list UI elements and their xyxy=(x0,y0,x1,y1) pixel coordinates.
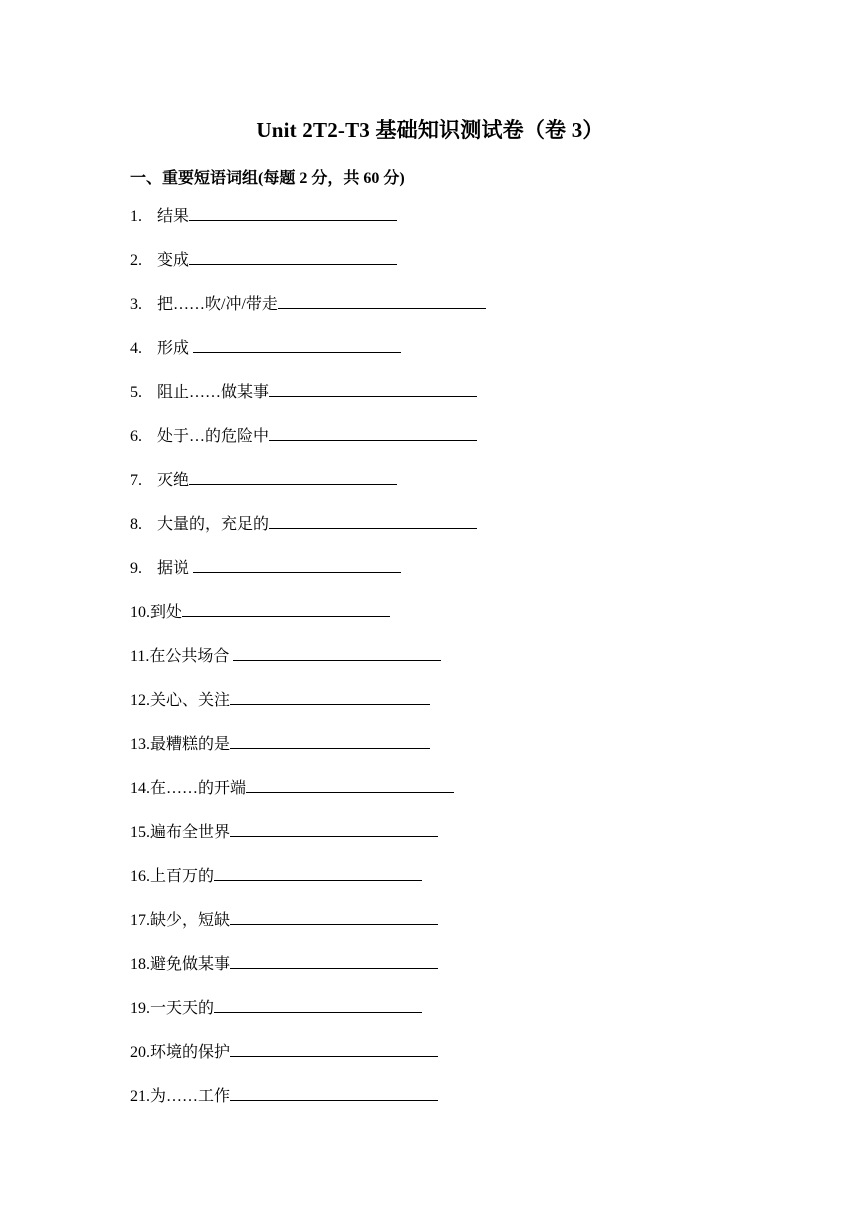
question-item xyxy=(130,466,730,510)
question-text: 为……工作 xyxy=(150,1088,231,1105)
answer-blank[interactable] xyxy=(189,246,397,265)
question-item xyxy=(130,1038,730,1082)
answer-blank[interactable] xyxy=(214,862,422,881)
section-heading: 一、重要短语词组(每题 2 分，共 60 分) xyxy=(130,170,405,187)
answer-blank[interactable] xyxy=(189,466,397,485)
question-list xyxy=(130,202,730,1126)
question-number: 2. xyxy=(130,252,142,269)
question-item xyxy=(130,906,730,950)
question-text: 在……的开端 xyxy=(150,780,247,797)
question-text: 变成 xyxy=(157,252,190,269)
question-number: 10. xyxy=(130,604,150,621)
question-item xyxy=(130,818,730,862)
question-item xyxy=(130,202,730,246)
question-number: 1. xyxy=(130,208,142,225)
question-item xyxy=(130,554,730,598)
answer-blank[interactable] xyxy=(230,730,430,749)
question-item xyxy=(130,246,730,290)
question-number: 6. xyxy=(130,428,142,445)
answer-blank[interactable] xyxy=(214,994,422,1013)
question-item xyxy=(130,774,730,818)
question-item xyxy=(130,334,730,378)
answer-blank[interactable] xyxy=(230,950,438,969)
question-number: 5. xyxy=(130,384,142,401)
answer-blank[interactable] xyxy=(278,290,486,309)
question-text: 把……吹/冲/带走 xyxy=(157,296,278,313)
question-text: 关心、关注 xyxy=(150,692,231,709)
answer-blank[interactable] xyxy=(269,510,477,529)
question-text: 到处 xyxy=(150,604,183,621)
question-number: 17. xyxy=(130,912,150,929)
question-number: 9. xyxy=(130,560,142,577)
question-item xyxy=(130,994,730,1038)
question-number: 18. xyxy=(130,956,150,973)
question-text: 大量的，充足的 xyxy=(157,516,270,533)
answer-blank[interactable] xyxy=(193,334,401,353)
question-number: 11. xyxy=(130,648,150,665)
question-number: 21. xyxy=(130,1088,150,1105)
answer-blank[interactable] xyxy=(189,202,397,221)
question-number: 4. xyxy=(130,340,142,357)
answer-blank[interactable] xyxy=(269,422,477,441)
question-item xyxy=(130,422,730,466)
question-number: 15. xyxy=(130,824,150,841)
question-number: 16. xyxy=(130,868,150,885)
question-text: 据说 xyxy=(157,560,194,577)
question-text: 形成 xyxy=(157,340,194,357)
question-number: 3. xyxy=(130,296,142,313)
answer-blank[interactable] xyxy=(230,818,438,837)
question-text: 结果 xyxy=(157,208,190,225)
question-text: 环境的保护 xyxy=(150,1044,231,1061)
question-text: 一天天的 xyxy=(150,1000,215,1017)
question-number: 12. xyxy=(130,692,150,709)
question-item xyxy=(130,642,730,686)
question-text: 最糟糕的是 xyxy=(150,736,231,753)
answer-blank[interactable] xyxy=(182,598,390,617)
page-title: Unit 2T2-T3 基础知识测试卷（卷 3） xyxy=(256,118,604,142)
question-item xyxy=(130,378,730,422)
question-item xyxy=(130,598,730,642)
answer-blank[interactable] xyxy=(233,642,441,661)
question-number: 13. xyxy=(130,736,150,753)
question-item xyxy=(130,290,730,334)
answer-blank[interactable] xyxy=(230,906,438,925)
question-text: 上百万的 xyxy=(150,868,215,885)
question-text: 处于…的危险中 xyxy=(157,428,270,445)
question-text: 在公共场合 xyxy=(149,648,234,665)
question-text: 阻止……做某事 xyxy=(157,384,270,401)
answer-blank[interactable] xyxy=(193,554,401,573)
question-item xyxy=(130,730,730,774)
answer-blank[interactable] xyxy=(246,774,454,793)
question-number: 8. xyxy=(130,516,142,533)
question-text: 避免做某事 xyxy=(150,956,231,973)
question-item xyxy=(130,950,730,994)
question-number: 19. xyxy=(130,1000,150,1017)
question-item xyxy=(130,510,730,554)
question-text: 灭绝 xyxy=(157,472,190,489)
answer-blank[interactable] xyxy=(230,1082,438,1101)
question-number: 7. xyxy=(130,472,142,489)
question-number: 20. xyxy=(130,1044,150,1061)
question-text: 遍布全世界 xyxy=(150,824,231,841)
question-number: 14. xyxy=(130,780,150,797)
question-item xyxy=(130,686,730,730)
answer-blank[interactable] xyxy=(230,686,430,705)
answer-blank[interactable] xyxy=(269,378,477,397)
question-text: 缺少，短缺 xyxy=(150,912,231,929)
answer-blank[interactable] xyxy=(230,1038,438,1057)
question-item xyxy=(130,862,730,906)
question-item xyxy=(130,1082,730,1126)
